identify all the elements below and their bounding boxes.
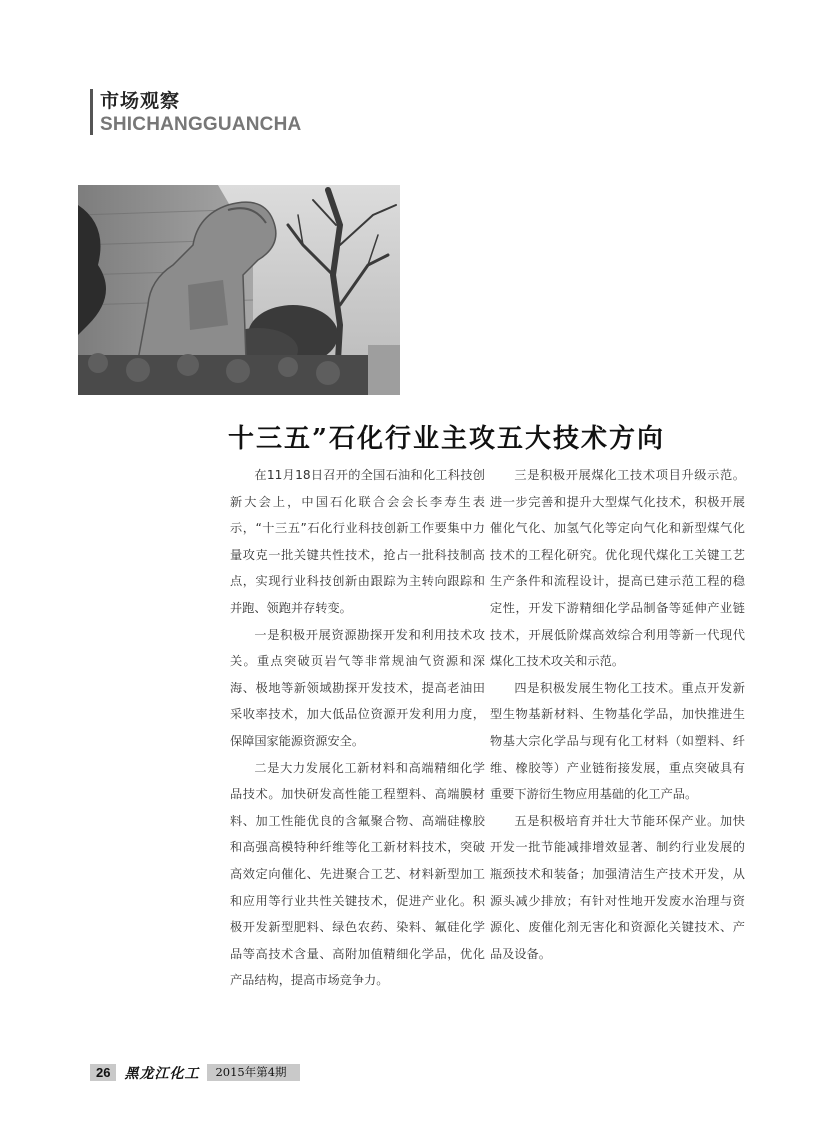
article-column-right <box>490 462 745 967</box>
section-title-en: SHICHANGGUANCHA <box>100 114 302 135</box>
paragraph: 四是积极发展生物化工技术。重点开发新型生物基新材料、生物基化学品，加快推进生物基大宗化学品与现有化工材料（如塑料、纤维、橡胶等）产业链衔接发展，重点突破具有重要下游衍生物应用基础的化工产品。 <box>490 680 745 802</box>
article-headline: 十三五”石化行业主攻五大技术方向 <box>228 424 665 454</box>
page-footer <box>90 1064 300 1081</box>
section-title-cn: 市场观察 <box>100 90 181 112</box>
paragraph: 五是积极培育并壮大节能环保产业。加快开发一批节能减排增效显著、制约行业发展的瓶颈技术和装备；加强清洁生产技术开发，从源头减少排放；有针对性地开发废水治理与资源化、废催化剂无害化和资源化关键技术、产品及设备。 <box>490 813 745 961</box>
magazine-name: 黑龙江化工 <box>124 1065 200 1082</box>
article-photo <box>78 185 400 395</box>
paragraph: 一是积极开展资源勘探开发和利用技术攻关。重点突破页岩气等非常规油气资源和深海、极地等新领域勘探开发技术，提高老油田采收率技术，加大低品位资源开发利用力度，保障国家能源资源安全。 <box>230 627 485 748</box>
article-column-left <box>230 462 485 994</box>
section-accent-bar <box>90 89 93 135</box>
issue-label: 2015年第4期 <box>207 1064 300 1081</box>
paragraph: 二是大力发展化工新材料和高端精细化学品技术。加快研发高性能工程塑料、高端膜材料、加工性能优良的含氟聚合物、高端硅橡胶和高强高模特种纤维等化工新材料技术，突破高效定向催化、先进聚合工艺、材料新型加工和应用等行业共性关键技术，促进产业化。积极开发新型肥料、绿色农药、染料、氟硅化学品等高技术含量、高附加值精细化学品，优化产品结构，提高市场竞争力。 <box>230 760 485 988</box>
paragraph: 在11月18日召开的全国石油和化工科技创新大会上，中国石化联合会会长李寿生表示，“十三五”石化行业科技创新工作要集中力量攻克一批关键共性技术，抢占一批科技制高点，实现行业科技创新由跟踪为主转向跟踪和并跑、领跑并存转变。 <box>230 468 485 615</box>
paragraph: 三是积极开展煤化工技术项目升级示范。进一步完善和提升大型煤气化技术，积极开展催化气化、加氢气化等定向气化和新型煤气化技术的工程化研究。优化现代煤化工关键工艺生产条件和流程设计，提高已建示范工程的稳定性，开发下游精细化学品制备等延伸产业链技术，开展低阶煤高效综合利用等新一代现代煤化工技术攻关和示范。 <box>490 468 745 669</box>
page-number: 26 <box>90 1064 116 1081</box>
